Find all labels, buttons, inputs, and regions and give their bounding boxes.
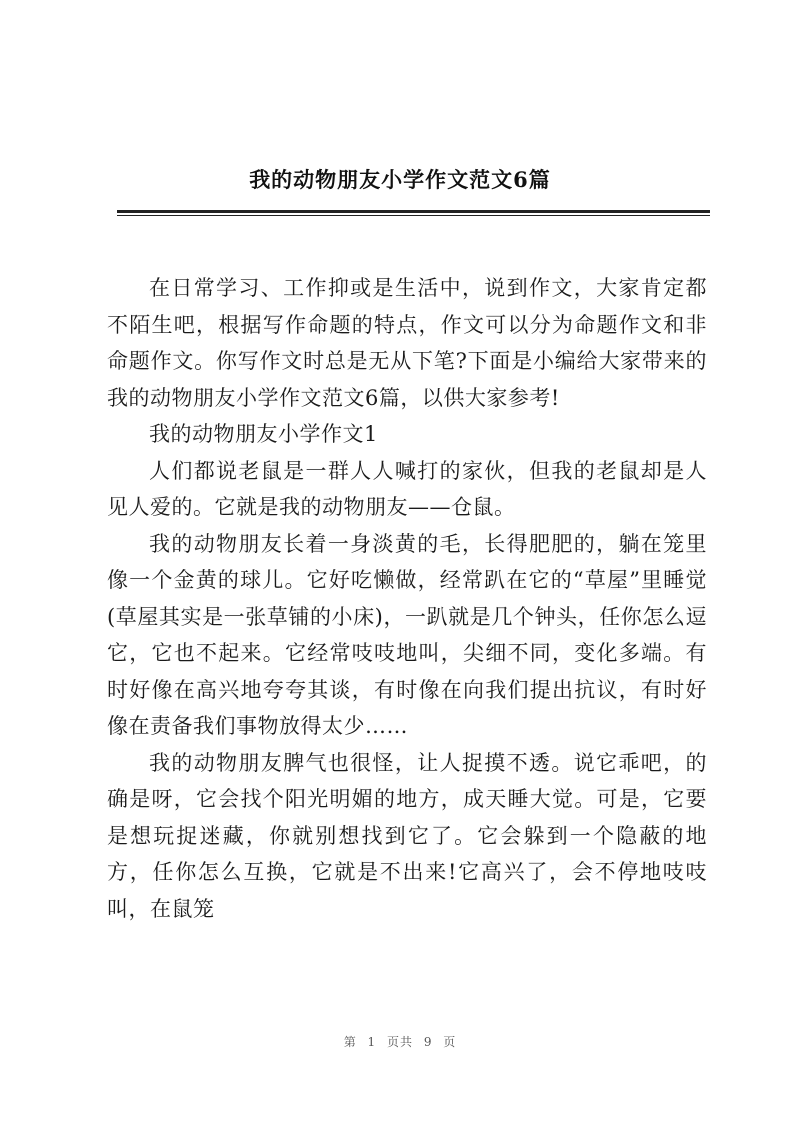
body-paragraph: 我的动物朋友脾气也很怪，让人捉摸不透。说它乖吧，的确是呀，它会找个阳光明媚的地方，成天睡大觉。可是，它要是想玩捉迷藏，你就别想找到它了。它会躲到一个隐蔽的地方，任你怎么互换，它就是不出来!它高兴了，会不停地吱吱叫，在鼠笼 bbox=[107, 750, 707, 921]
title-divider-thick bbox=[117, 210, 710, 213]
title-divider-thin bbox=[117, 215, 710, 216]
body-paragraph: 我的动物朋友长着一身淡黄的毛，长得肥肥的，躺在笼里像一个金黄的球儿。它好吃懒做，经常趴在它的“草屋”里睡觉(草屋其实是一张草铺的小床)，一趴就是几个钟头，任你怎么逗它，它也不起来。它经常吱吱地叫，尖细不同，变化多端。有时好像在高兴地夸夸其谈，有时像在向我们提出抗议，有时好像在责备我们事物放得太少…… bbox=[107, 531, 707, 738]
document-title: 我的动物朋友小学作文范文6篇 bbox=[249, 167, 551, 192]
page-footer: 第 1 页共 9 页 bbox=[343, 1035, 457, 1049]
section-heading: 我的动物朋友小学作文1 bbox=[149, 422, 378, 446]
intro-paragraph: 在日常学习、工作抑或是生活中，说到作文，大家肯定都不陌生吧，根据写作命题的特点，作文可以分为命题作文和非命题作文。你写作文时总是无从下笔?下面是小编给大家带来的我的动物朋友小学作文范文6篇，以供大家参考! bbox=[107, 276, 707, 410]
document-body bbox=[107, 270, 707, 927]
body-paragraph: 人们都说老鼠是一群人人喊打的家伙，但我的老鼠却是人见人爱的。它就是我的动物朋友——仓鼠。 bbox=[107, 458, 707, 519]
